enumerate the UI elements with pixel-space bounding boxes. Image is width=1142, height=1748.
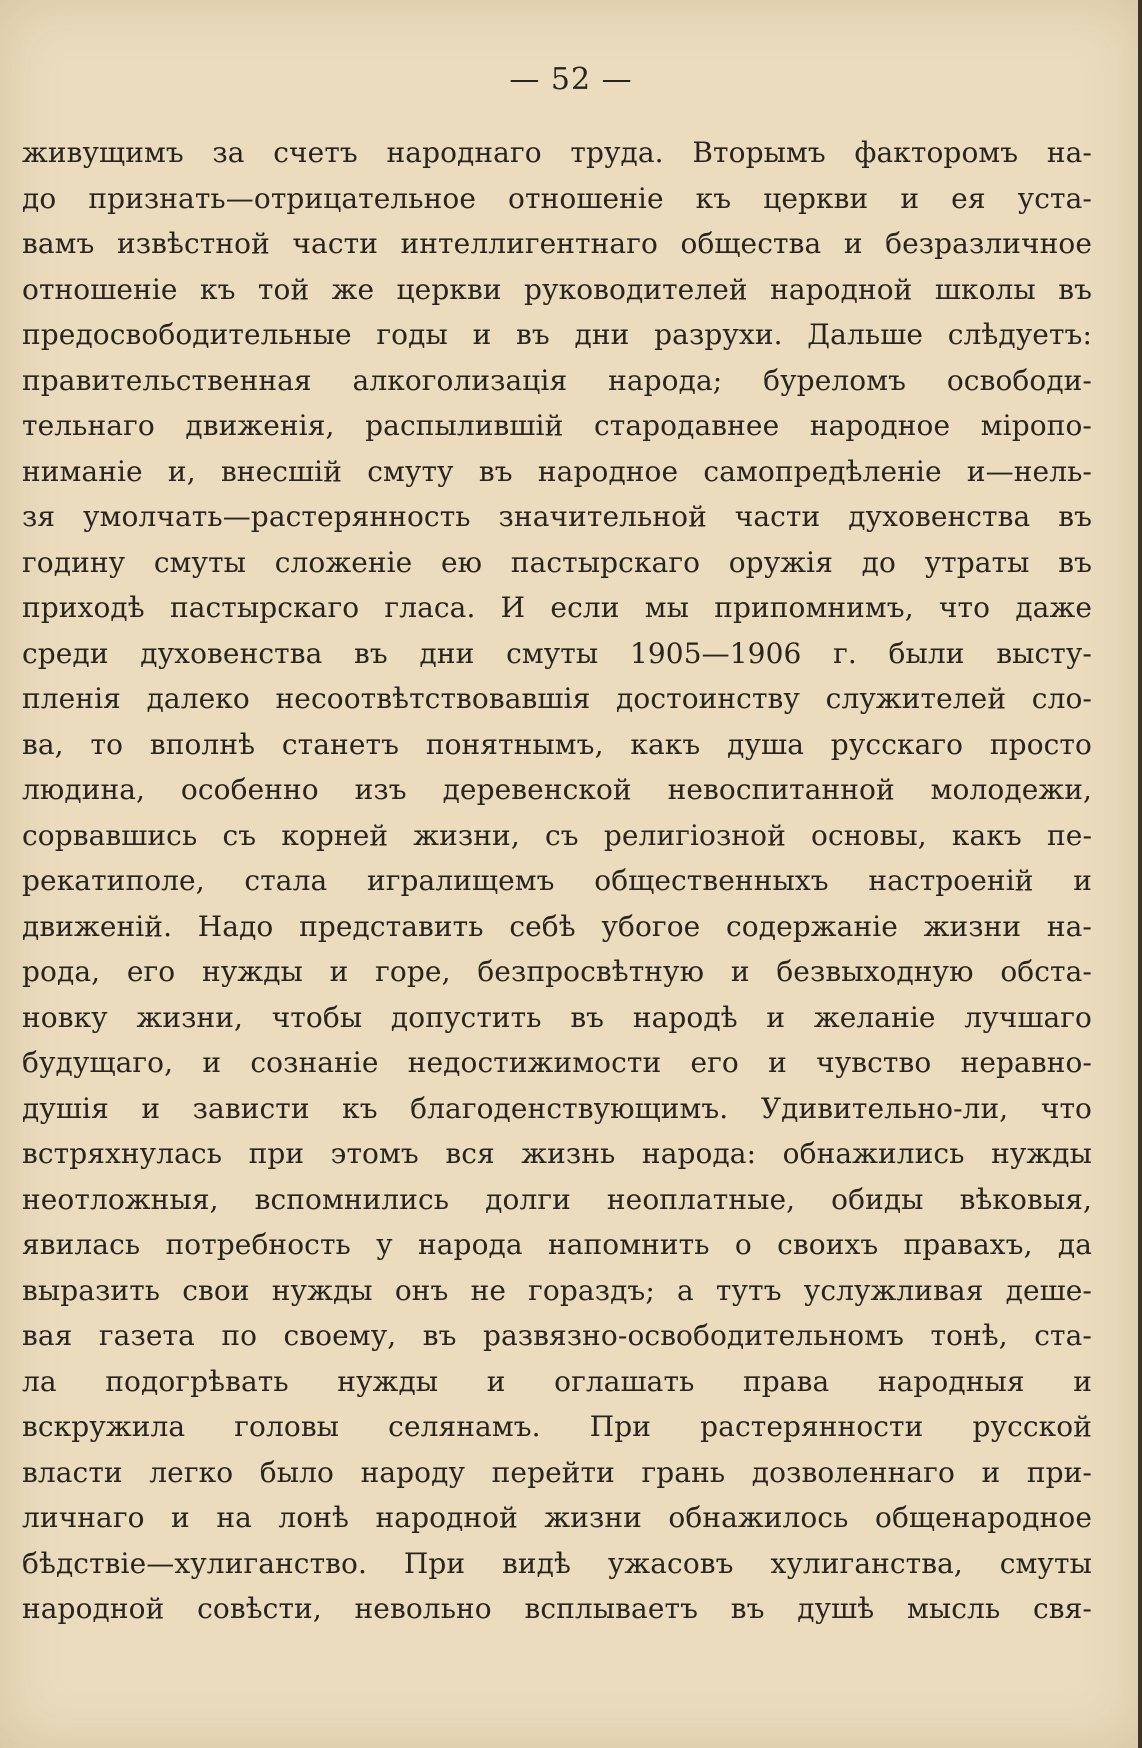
text-line: приходѣ пастырскаго гласа. И если мы припомнимъ, что даже [22,591,1092,624]
text-line: вскружила головы селянамъ. При растерянности русской [22,1410,1092,1443]
text-line: отношеніе къ той же церкви руководителей народной школы въ [22,272,1092,306]
text-line: живущимъ за счетъ народнаго труда. Вторымъ факторомъ на- [22,136,1092,169]
text-line: будущаго, и сознаніе недостижимости его и чувство неравно- [22,1046,1092,1079]
text-line: душія и зависти къ благоденствующимъ. Удивительно-ли, что [22,1091,1092,1125]
page-edge [1138,0,1142,1748]
text-line: рода, его нужды и горе, безпросвѣтную и безвыходную обста- [22,955,1092,988]
text-line: тельнаго движенія, распылившій стародавнее народное міропо- [22,409,1092,442]
text-line: пленія далеко несоотвѣтствовавшія достоинству служителей сло- [22,682,1092,715]
body-text [22,130,1092,1632]
text-line: ва, то вполнѣ станетъ понятнымъ, какъ душа русскаго просто [22,727,1092,761]
page-number: — 52 — [509,62,633,97]
text-line: до признать—отрицательное отношеніе къ церкви и ея уста- [22,181,1092,215]
text-line: власти легко было народу перейти грань дозволеннаго и при- [22,1455,1092,1489]
text-line: правительственная алкоголизація народа; буреломъ освободи- [22,363,1092,397]
text-line: неотложныя, вспомнились долги неоплатные, обиды вѣковыя, [22,1182,1092,1216]
text-line: выразить свои нужды онъ не гораздъ; а тутъ услужливая деше- [22,1273,1092,1307]
text-line: встряхнулась при этомъ вся жизнь народа: обнажились нужды [22,1137,1092,1170]
text-line: рекатиполе, стала игралищемъ общественныхъ настроеній и [22,864,1092,897]
text-line: новку жизни, чтобы допустить въ народѣ и желаніе лучшаго [22,1000,1092,1034]
text-line: движеній. Надо представить себѣ убогое содержаніе жизни на- [22,909,1092,943]
text-line: народной совѣсти, невольно всплываетъ въ душѣ мысль свя- [22,1592,1092,1625]
text-line: личнаго и на лонѣ народной жизни обнажилось общенародное [22,1501,1092,1534]
text-line: годину смуты сложеніе ею пастырскаго оружія до утраты въ [22,545,1092,579]
text-line: вамъ извѣстной части интеллигентнаго общества и безразличное [22,227,1092,260]
text-line: ниманіе и, внесшій смуту въ народное самопредѣленіе и—нель- [22,454,1092,488]
text-line: явилась потребность у народа напомнить о своихъ правахъ, да [22,1228,1092,1261]
text-line: ла подогрѣвать нужды и оглашать права народныя и [22,1364,1092,1398]
text-line: среди духовенства въ дни смуты 1905—1906 г. были высту- [22,636,1092,670]
text-line: людина, особенно изъ деревенской невоспитанной молодежи, [22,773,1092,806]
text-line: бѣдствіе—хулиганство. При видѣ ужасовъ хулиганства, смуты [22,1546,1092,1580]
text-line: вая газета по своему, въ развязно-освободительномъ тонѣ, ста- [22,1319,1092,1352]
text-line: сорвавшись съ корней жизни, съ религіозной основы, какъ пе- [22,818,1092,852]
text-line: предосвободительные годы и въ дни разрухи. Дальше слѣдуетъ: [22,318,1092,351]
text-line: зя умолчать—растерянность значительной части духовенства въ [22,500,1092,533]
